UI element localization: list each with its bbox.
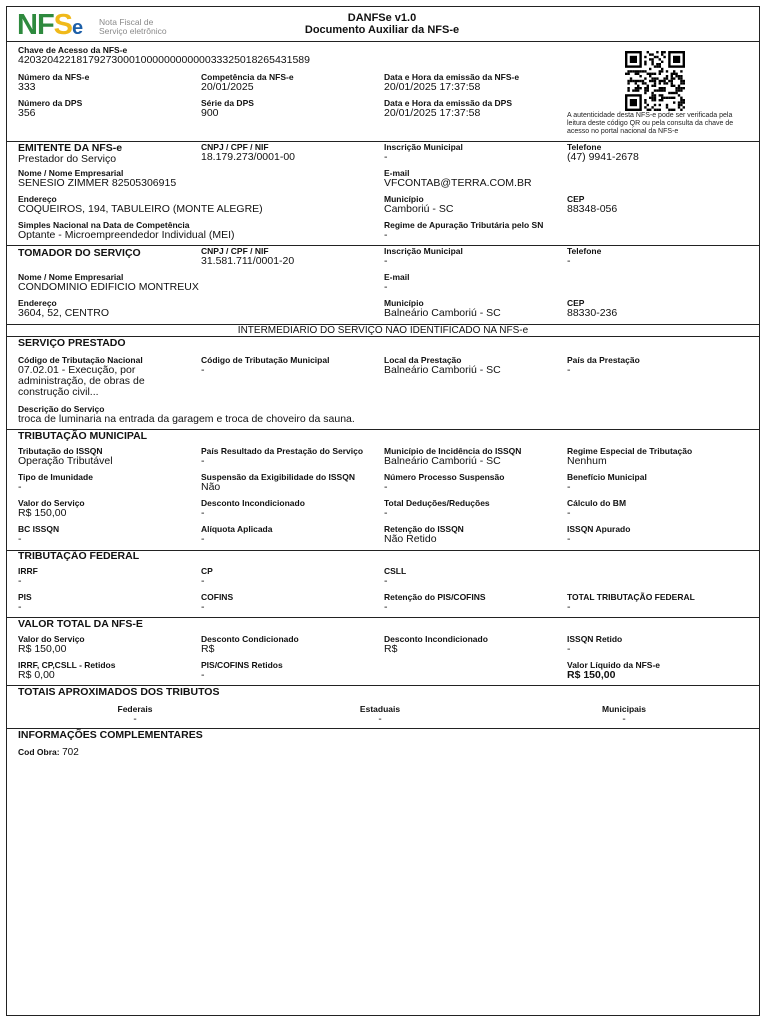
valor-total-heading: VALOR TOTAL DA NFS-E xyxy=(18,618,143,630)
emitente-telefone: Telefone (47) 9941-2678 xyxy=(567,142,639,163)
federal-irrf: IRRF - xyxy=(18,566,38,587)
municipal-regime-especial: Regime Especial de Tributação Nenhum xyxy=(567,446,693,467)
municipal-desconto-incondicionado: Desconto Incondicionado - xyxy=(201,498,305,519)
nfse-logo-mark: NFSe xyxy=(17,9,83,41)
municipal-municipio-incidencia: Município de Incidência do ISSQN Balneário Camboriú - SC xyxy=(384,446,522,467)
logo-tagline: Nota Fiscal de Serviço eletrônico xyxy=(99,17,167,36)
tomador-nome: Nome / Nome Empresarial CONDOMINIO EDIFICIO MONTREUX xyxy=(18,272,199,293)
municipal-tributacao-issqn: Tributação do ISSQN Operação Tributável xyxy=(18,446,113,467)
emitente-inscricao: Inscrição Municipal - xyxy=(384,142,463,163)
servico-local: Local da Prestação Balneário Camboriú - SC xyxy=(384,355,501,376)
federal-cofins: COFINS - xyxy=(201,592,234,613)
totais-estaduais-label: Estaduais xyxy=(359,704,401,714)
qr-code-icon xyxy=(625,51,685,111)
municipal-beneficio-municipal: Benefício Municipal - xyxy=(567,472,647,493)
info-cod-obra: Cod Obra: 702 xyxy=(18,747,79,758)
municipal-calculo-bm: Cálculo do BM - xyxy=(567,498,627,519)
qr-verification-note: A autenticidade desta NFS-e pode ser verificada pela leitura deste código QR ou pela consulta da chave de acesso no portal nacional da NFS-e xyxy=(567,112,734,135)
total-desconto-incondicionado: Desconto Incondicionado R$ xyxy=(384,634,488,655)
tomador-endereco: Endereço 3604, 52, CENTRO xyxy=(18,298,110,319)
emitente-cep: CEP 88348-056 xyxy=(567,194,618,215)
municipal-retencao-issqn: Retenção do ISSQN Não Retido xyxy=(384,524,464,545)
totais-federais-value: - xyxy=(133,714,137,725)
total-valor-liquido: Valor Líquido da NFS-e R$ 150,00 xyxy=(567,660,661,681)
municipal-tipo-imunidade: Tipo de Imunidade - xyxy=(18,472,93,493)
servico-codigo-nacional: Código de Tributação Nacional 07.02.01 - Execução, por administração, de obras de construção civil... xyxy=(18,355,145,398)
document-header xyxy=(7,7,759,42)
municipal-pais-resultado: País Resultado da Prestação do Serviço - xyxy=(201,446,364,467)
federal-pis: PIS - xyxy=(18,592,32,613)
municipal-valor-servico: Valor do Serviço R$ 150,00 xyxy=(18,498,85,519)
tomador-inscricao: Inscrição Municipal - xyxy=(384,246,463,267)
municipal-bc-issqn: BC ISSQN - xyxy=(18,524,60,545)
totais-municipais-label: Municipais xyxy=(602,704,646,714)
emitente-simples: Simples Nacional na Data de Competência Optante - Microempreendedor Individual (MEI) xyxy=(18,220,235,241)
servico-heading: SERVIÇO PRESTADO xyxy=(18,337,126,349)
section-divider xyxy=(7,245,759,246)
totais-estaduais-value: - xyxy=(378,714,382,725)
federal-cp: CP - xyxy=(201,566,213,587)
totais-federais-label: Federais xyxy=(117,704,153,714)
federal-csll: CSLL - xyxy=(384,566,407,587)
servico-codigo-municipal: Código de Tributação Municipal - xyxy=(201,355,330,376)
nfse-logo xyxy=(17,10,177,40)
tomador-telefone: Telefone - xyxy=(567,246,602,267)
nfse-emission-date: Data e Hora da emissão da NFS-e 20/01/2025 17:37:58 xyxy=(384,72,520,93)
total-irrf-cp-csll: IRRF, CP,CSLL - Retidos R$ 0,00 xyxy=(18,660,116,681)
tomador-cep: CEP 88330-236 xyxy=(567,298,618,319)
totais-heading: TOTAIS APROXIMADOS DOS TRIBUTOS xyxy=(18,686,220,698)
trib-federal-heading: TRIBUTAÇÃO FEDERAL xyxy=(18,550,140,562)
emitente-regime: Regime de Apuração Tributária pelo SN - xyxy=(384,220,544,241)
federal-total: TOTAL TRIBUTAÇÃO FEDERAL - xyxy=(567,592,695,613)
nfse-number: Número da NFS-e 333 xyxy=(18,72,90,93)
municipal-aliquota-aplicada: Alíquota Aplicada - xyxy=(201,524,273,545)
tomador-heading: TOMADOR DO SERVIÇO xyxy=(18,247,141,259)
total-pis-cofins-retidos: PIS/COFINS Retidos - xyxy=(201,660,283,681)
emitente-municipio: Município Camboriú - SC xyxy=(384,194,454,215)
emitente-nome: Nome / Nome Empresarial SENESIO ZIMMER 82505306915 xyxy=(18,168,177,189)
nfse-competencia: Competência da NFS-e 20/01/2025 xyxy=(201,72,294,93)
trib-municipal-heading: TRIBUTAÇÃO MUNICIPAL xyxy=(18,430,148,442)
dps-number: Número da DPS 356 xyxy=(18,98,83,119)
municipal-suspensao-exigibilidade: Suspensão da Exigibilidade do ISSQN Não xyxy=(201,472,355,493)
intermediario-notice: INTERMEDIÁRIO DO SERVIÇO NÃO IDENTIFICADO NA NFS-e xyxy=(237,325,529,336)
dps-series: Série da DPS 900 xyxy=(201,98,254,119)
servico-pais: País da Prestação - xyxy=(567,355,640,376)
danfse-page xyxy=(6,6,760,1016)
tomador-email: E-mail - xyxy=(384,272,410,293)
servico-descricao: Descrição do Serviço troca de luminaria na entrada da garagem e troca de choveiro da sauna. xyxy=(18,404,355,425)
municipal-total-deducoes: Total Deduções/Reduções - xyxy=(384,498,490,519)
document-title: DANFSe v1.0 Documento Auxiliar da NFS-e xyxy=(304,12,460,36)
emitente-endereco: Endereço COQUEIROS, 194, TABULEIRO (MONTE ALEGRE) xyxy=(18,194,263,215)
municipal-numero-processo: Número Processo Suspensão - xyxy=(384,472,505,493)
tomador-municipio: Município Balneário Camboriú - SC xyxy=(384,298,501,319)
emitente-email: E-mail VFCONTAB@TERRA.COM.BR xyxy=(384,168,532,189)
emitente-heading: EMITENTE DA NFS-e Prestador do Serviço xyxy=(18,142,123,165)
totais-municipais-value: - xyxy=(622,714,626,725)
emitente-cnpj: CNPJ / CPF / NIF 18.179.273/0001-00 xyxy=(201,142,296,163)
info-heading: INFORMAÇÕES COMPLEMENTARES xyxy=(18,729,203,741)
total-valor-servico: Valor do Serviço R$ 150,00 xyxy=(18,634,85,655)
access-key: Chave de Acesso da NFS-e 42032042218179273000100000000000033325018265431589 xyxy=(18,45,310,66)
federal-retencao-pis-cofins: Retenção do PIS/COFINS - xyxy=(384,592,486,613)
total-issqn-retido: ISSQN Retido - xyxy=(567,634,623,655)
total-desconto-condicionado: Desconto Condicionado R$ xyxy=(201,634,299,655)
dps-emission-date: Data e Hora da emissão da DPS 20/01/2025 17:37:58 xyxy=(384,98,513,119)
tomador-cnpj: CNPJ / CPF / NIF 31.581.711/0001-20 xyxy=(201,246,295,267)
municipal-issqn-apurado: ISSQN Apurado - xyxy=(567,524,631,545)
